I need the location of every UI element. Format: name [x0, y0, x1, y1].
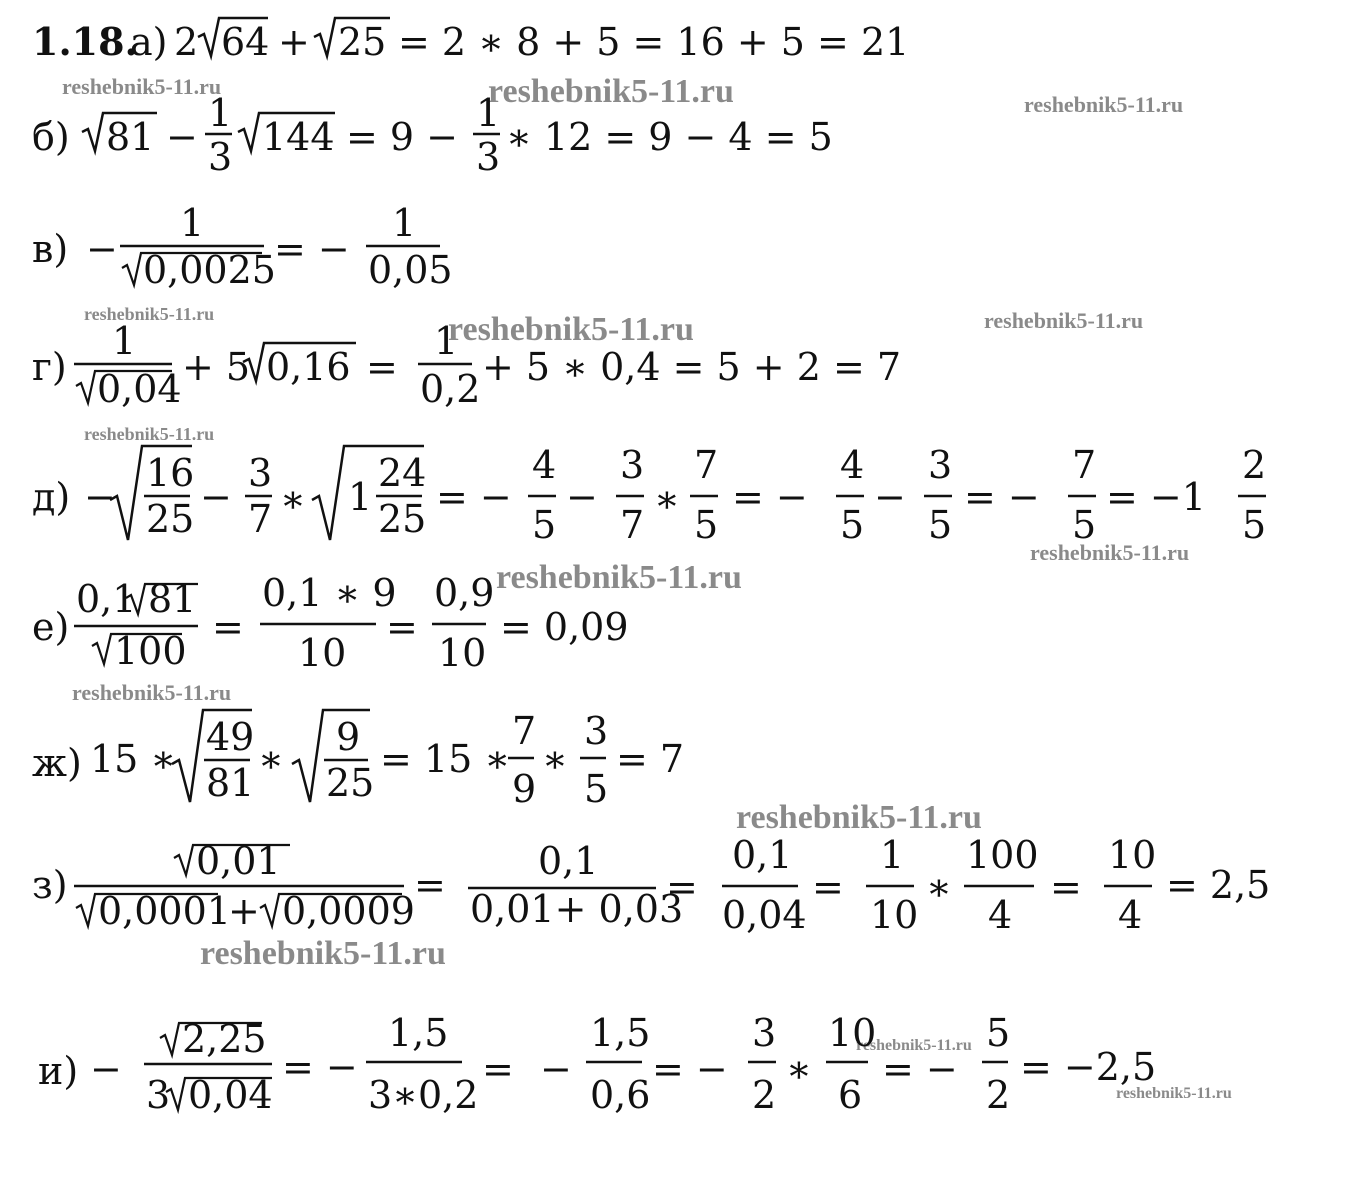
operator: ∗: [786, 1047, 812, 1091]
numerator: 3: [584, 709, 609, 753]
numerator: 4: [840, 443, 865, 487]
coefficient: 2: [174, 20, 199, 64]
numerator: 7: [512, 709, 537, 753]
watermark: reshebnik5-11.ru: [736, 799, 982, 836]
operator: =: [666, 865, 698, 909]
numerator: 3: [248, 451, 273, 495]
radicand: 0,04: [188, 1073, 273, 1117]
radicand: 0,16: [266, 345, 351, 389]
radicand: 0,01: [196, 839, 281, 883]
operator: −: [566, 475, 598, 519]
expression: = −1: [1106, 475, 1206, 519]
denominator: 10: [438, 631, 487, 675]
operator: =: [482, 1047, 514, 1091]
operator: = −: [732, 475, 808, 519]
denominator: 0,6: [590, 1073, 651, 1117]
operator: +: [228, 889, 260, 933]
operator: −: [166, 115, 198, 159]
line-d: [32, 443, 1266, 547]
numerator: 0,9: [434, 571, 495, 615]
operator: = −: [652, 1047, 728, 1091]
denominator: 3: [476, 135, 501, 179]
part-letter: д): [32, 475, 71, 519]
denominator: 3∗0,2: [368, 1073, 479, 1117]
problem-number: 1.18.: [32, 19, 138, 64]
numerator: 5: [986, 1011, 1011, 1055]
numerator: 0,1: [76, 577, 137, 621]
numerator: 3: [928, 443, 953, 487]
denominator: 5: [840, 503, 865, 547]
expression: = −2,5: [1020, 1045, 1157, 1089]
operator: =: [812, 865, 844, 909]
watermark: reshebnik5-11.ru: [84, 304, 215, 324]
radicand: 0,04: [97, 367, 182, 411]
operator: ∗: [654, 477, 680, 521]
operator: ∗: [280, 477, 306, 521]
part-letter: б): [32, 115, 70, 159]
numerator: 10: [1108, 833, 1157, 877]
line-z: [32, 833, 1270, 937]
operator: ∗: [926, 865, 952, 909]
part-letter: а): [130, 20, 168, 64]
operator: −: [86, 227, 118, 271]
denominator: 6: [838, 1073, 863, 1117]
watermark: reshebnik5-11.ru: [62, 74, 222, 99]
operator: −: [200, 475, 232, 519]
denominator: 25: [378, 497, 427, 541]
radicand: 2,25: [182, 1017, 267, 1061]
radicand: 81: [148, 577, 197, 621]
operator: +: [278, 20, 310, 64]
denominator: 10: [298, 631, 347, 675]
denominator: 3: [208, 135, 233, 179]
watermark: reshebnik5-11.ru: [84, 424, 215, 444]
denominator: 7: [248, 497, 273, 541]
watermark: reshebnik5-11.ru: [984, 308, 1144, 333]
part-letter: в): [32, 227, 69, 271]
numerator: 1: [180, 201, 205, 245]
denominator: 0,01+ 0,03: [470, 887, 684, 931]
numerator: 4: [532, 443, 557, 487]
denominator: 5: [532, 503, 557, 547]
denominator: 0,05: [368, 248, 453, 292]
expression: ∗ 12 = 9 − 4 = 5: [506, 115, 833, 159]
expression: + 5 ∗ 0,4 = 5 + 2 = 7: [482, 345, 902, 389]
operator: = −: [282, 1045, 358, 1089]
operator: ∗: [542, 737, 568, 781]
denominator: 5: [928, 503, 953, 547]
numerator: 7: [1072, 443, 1097, 487]
watermark: reshebnik5-11.ru: [200, 935, 446, 972]
denominator: 5: [584, 767, 609, 811]
watermark: reshebnik5-11.ru: [1116, 1085, 1232, 1102]
denominator: 25: [326, 761, 375, 805]
denominator: 10: [870, 893, 919, 937]
denominator: 2: [752, 1073, 777, 1117]
watermarks: [62, 73, 1232, 1102]
numerator: 1: [476, 91, 501, 135]
denominator: 4: [1118, 893, 1143, 937]
line-v: [32, 201, 453, 292]
operator: = −: [436, 475, 512, 519]
part-letter: ж): [32, 741, 82, 785]
denominator: 7: [620, 503, 645, 547]
watermark: reshebnik5-11.ru: [448, 311, 694, 348]
part-letter: з): [32, 863, 68, 907]
watermark: reshebnik5-11.ru: [496, 559, 742, 596]
line-zh: [32, 709, 684, 811]
operator: ∗: [258, 737, 284, 781]
watermark: reshebnik5-11.ru: [72, 680, 232, 705]
numerator: 9: [336, 715, 361, 759]
watermark: reshebnik5-11.ru: [488, 73, 734, 110]
denominator: 81: [206, 761, 255, 805]
operator: =: [366, 345, 398, 389]
numerator: 1: [392, 201, 417, 245]
mixed-whole: 1: [348, 475, 373, 519]
denominator: 5: [1242, 503, 1267, 547]
radicand: 25: [338, 20, 387, 64]
numerator: 1: [880, 833, 905, 877]
operator: −: [874, 475, 906, 519]
expression: = 2,5: [1166, 863, 1271, 907]
expression: = 2 ∗ 8 + 5 = 16 + 5 = 21: [398, 20, 910, 64]
expression: = 9 −: [346, 115, 459, 159]
operator: = −: [882, 1047, 958, 1091]
numerator: 7: [694, 443, 719, 487]
denominator: 5: [694, 503, 719, 547]
operator: =: [386, 605, 418, 649]
numerator: 16: [146, 451, 195, 495]
numerator: 24: [378, 451, 427, 495]
numerator: 1,5: [590, 1011, 651, 1055]
numerator: 3: [752, 1011, 777, 1055]
numerator: 0,1: [732, 833, 793, 877]
radicand: 81: [106, 115, 155, 159]
operator: −: [90, 1047, 122, 1091]
operator: =: [414, 863, 446, 907]
operator: =: [1050, 865, 1082, 909]
denominator: 25: [146, 497, 195, 541]
numerator: 3: [620, 443, 645, 487]
line-i: [38, 1011, 1156, 1117]
denominator: 9: [512, 767, 537, 811]
numerator: 1: [208, 91, 233, 135]
numerator: 0,1 ∗ 9: [262, 571, 397, 615]
numerator: 10: [828, 1011, 877, 1055]
denominator: 0,2: [420, 367, 481, 411]
operator: =: [212, 605, 244, 649]
operator: = −: [274, 227, 350, 271]
numerator: 1,5: [388, 1011, 449, 1055]
expression: + 5: [182, 345, 251, 389]
watermark: reshebnik5-11.ru: [1024, 92, 1184, 117]
radicand: 144: [262, 115, 335, 159]
denominator: 5: [1072, 503, 1097, 547]
operator: = −: [964, 475, 1040, 519]
part-letter: и): [38, 1049, 79, 1093]
denominator: 0,04: [722, 893, 807, 937]
part-letter: е): [32, 605, 70, 649]
radicand: 0,0025: [143, 248, 276, 292]
radicand: 100: [114, 629, 187, 673]
denominator: 4: [988, 893, 1013, 937]
numerator: 49: [206, 715, 255, 759]
expression: = 7: [616, 737, 685, 781]
operator: −: [84, 475, 116, 519]
numerator: 2: [1242, 443, 1267, 487]
expression: = 15 ∗: [380, 737, 511, 781]
coefficient: 3: [146, 1073, 171, 1117]
radicand: 0,0009: [282, 889, 415, 933]
radicand: 64: [221, 20, 270, 64]
part-letter: г): [32, 345, 67, 389]
watermark: reshebnik5-11.ru: [1030, 540, 1190, 565]
line-a: [32, 18, 909, 64]
watermark: reshebnik5-11.ru: [856, 1037, 972, 1054]
radicand: 0,0001: [98, 889, 231, 933]
expression: = 0,09: [500, 605, 629, 649]
expression: 15 ∗: [90, 737, 177, 781]
numerator: 1: [112, 319, 137, 363]
operator: −: [540, 1047, 572, 1091]
numerator: 0,1: [538, 839, 599, 883]
numerator: 100: [966, 833, 1039, 877]
numerator: 1: [434, 319, 459, 363]
denominator: 2: [986, 1073, 1011, 1117]
